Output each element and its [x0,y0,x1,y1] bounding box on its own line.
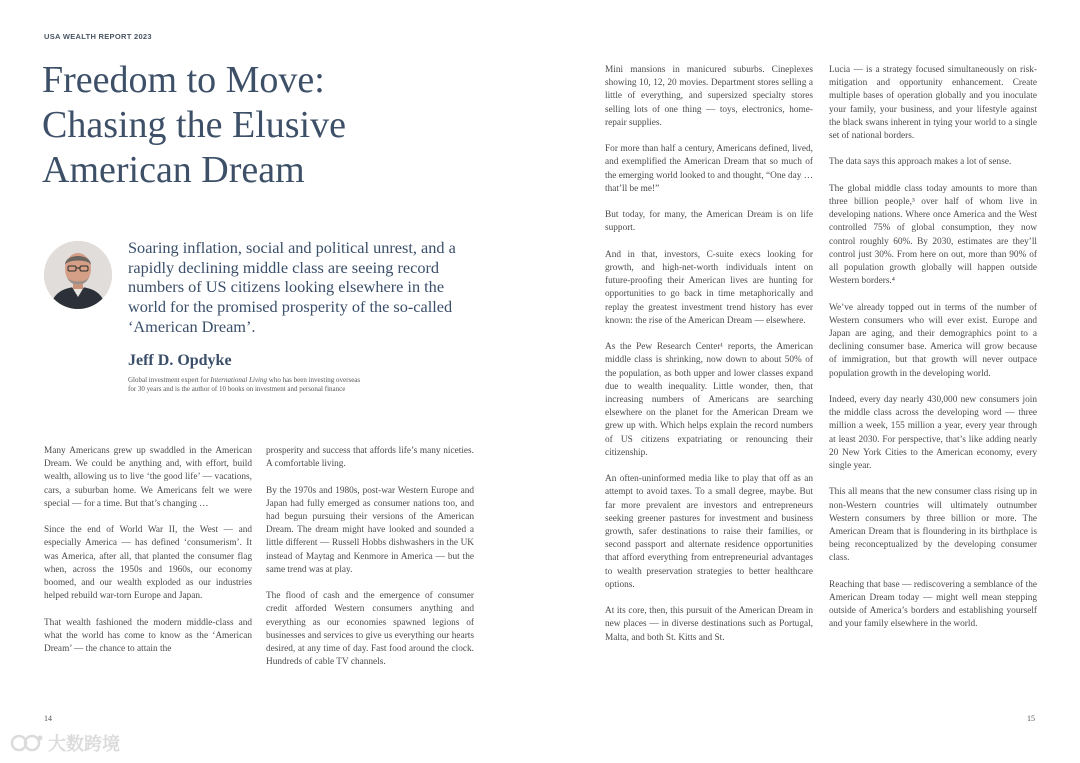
paragraph: prosperity and success that affords life’s many niceties. A comfortable living. [266,446,474,470]
paragraph: As the Pew Research Center¹ reports, the American middle class is shrinking, now down to about 50% of the population, as both upper and lower classes expand due to wealth inequality. Little wonder, then, that increasing numbers of Americans are searching elsewhere on the planet for the American Dream we grew up with. Which helps explain the record numbers of US citizens expatriating or renouncing their citizenship. [605,342,813,458]
bio-intro: Global investment expert for [128,376,211,384]
author-portrait-icon [44,241,112,309]
paragraph: The global middle class today amounts to more than three billion people,³ over half of whom live in developing nations. Where once America and the West controlled 75% of global consumption, they now control roughly 60%. By 2030, estimates are they’ll control just 30%. From here on out, more than 90% of all population growth globally will happen outside Western borders.⁴ [829,183,1037,287]
body-column-4 [829,64,1037,632]
page-number-right: 15 [1027,714,1035,723]
title-line-3: American Dream [42,149,305,191]
paragraph: By the 1970s and 1980s, post-war Western Europe and Japan had fully emerged as consumer nations too, and had begun pursuing their versions of the American Dream. The dream might have looked and sounded a little different — Russell Hobbs dishwashers in the UK instead of Maytag and Kenmore in America — but the same trend was at play. [266,485,474,575]
paragraph: Reaching that base — rediscovering a semblance of the American Dream today — might well mean stepping outside of America’s borders and establishing yourself and your family elsewhere in the world. [829,579,1037,630]
article-title [42,58,502,193]
paragraph: Lucia — is a strategy focused simultaneously on risk-mitigation and opportunity enhancement. Create multiple bases of operation globally and you inoculate your family, your business, and your lifestyle against the black swans inherent in tying your world to a single set of national borders. [829,65,1037,142]
bio-rest: who has been investing overseas for 30 years and is the author of 10 books on investment and personal finance [128,376,361,393]
page-number-left: 14 [44,714,52,723]
paragraph: The data says this approach makes a lot of sense. [829,157,1012,168]
paragraph: Mini mansions in manicured suburbs. Cineplexes showing 10, 12, 20 movies. Department stores selling a little of everything, and supersized specialty stores selling lots of one thing — toys, electronics, home-repair supplies. [605,65,813,128]
paragraph: But today, for many, the American Dream is on life support. [605,210,813,234]
paragraph: And in that, investors, C-suite execs looking for growth, and high-net-worth individuals intent on future-proofing their American lives are hunting for opportunities to go back in time metaphorically and replay the greatest investment trend history has ever known: the rise of the American Dream — elsewhere. [605,249,813,326]
bio-publication: International Living [210,376,268,384]
body-column-3 [605,64,813,645]
title-line-1: Freedom to Move: [42,59,325,101]
paragraph: The flood of cash and the emergence of consumer credit afforded Western consumers anything and everything as our economies spawned legions of businesses and services to give us everything our hearts desired, at any time of day. Fast food around the clock. Hundreds of cable TV channels. [266,591,474,668]
report-kicker: USA WEALTH REPORT 2023 [44,32,152,41]
paragraph: Since the end of World War II, the West — and especially America — has defined ‘consumerism’. It was America, after all, that planted the consumer flag when, across the 1950s and 1960s, our economy boomed, and our wealth exploded as our industries helped rebuild war-torn Europe and Japan. [44,525,252,602]
paragraph: Indeed, every day nearly 430,000 new consumers join the middle class across the developing word — three million a week, 155 million a year, every year through at least 2030. For perspective, that’s like adding nearly 20 New York Cities to the American economy, every single year. [829,395,1037,472]
title-line-2: Chasing the Elusive [42,104,346,146]
author-avatar [44,241,112,309]
author-name: Jeff D. Opdyke [128,352,232,369]
watermark [10,730,120,756]
watermark-text: 大数跨境 [48,734,120,755]
body-column-2 [266,445,474,669]
article-deck: Soaring inflation, social and political unrest, and a rapidly declining middle class are seeing record numbers of US citizens looking elsewhere in the world for the promised prosperity of the so-called ‘American Dream’. [128,238,456,336]
paragraph: We’ve already topped out in terms of the number of Western consumers who will ever exist. Europe and Japan are aging, and their demographics point to a declining consumer base. America will grow because of immigration, but that growth will never outpace population growth in the developing world. [829,302,1037,379]
paragraph: Many Americans grew up swaddled in the American Dream. We could be anything and, with effort, build wealth, allowing us to live ‘the good life’ — vacations, cars, a suburban home. We Americans felt we were special — for a time. But that’s changing … [44,446,252,509]
paragraph: An often-uninformed media like to play that off as an attempt to avoid taxes. To a small degree, maybe. But far more prevalent are investors and entrepreneurs seeking greener pastures for investment and business growth, safer destinations to raise their families, or second passport and alternate residence opportunities that afford everything from entrepreneurial advantages to wealth preservation strategies to better healthcare options. [605,474,813,590]
left-page [0,0,530,763]
paragraph: This all means that the new consumer class rising up in non-Western countries will ultimately outnumber Western consumers by three billion or more. The American Dream that is floundering in its birthplace is being reconceptualized by the developing consumer class. [829,487,1037,564]
body-column-1 [44,445,252,656]
paragraph: For more than half a century, Americans defined, lived, and exemplified the American Dream that so much of the emerging world looked to and thought, “One day … that’ll be me!” [605,144,813,194]
paragraph: That wealth fashioned the modern middle-class and what the world has come to know as the ‘American Dream’ — the chance to attain the [44,617,252,655]
author-bio [128,376,368,394]
paragraph: At its core, then, this pursuit of the American Dream in new places — in diverse destinations such as Portugal, Malta, and both St. Kitts and St. [605,606,813,643]
watermark-logo-icon [10,732,44,754]
